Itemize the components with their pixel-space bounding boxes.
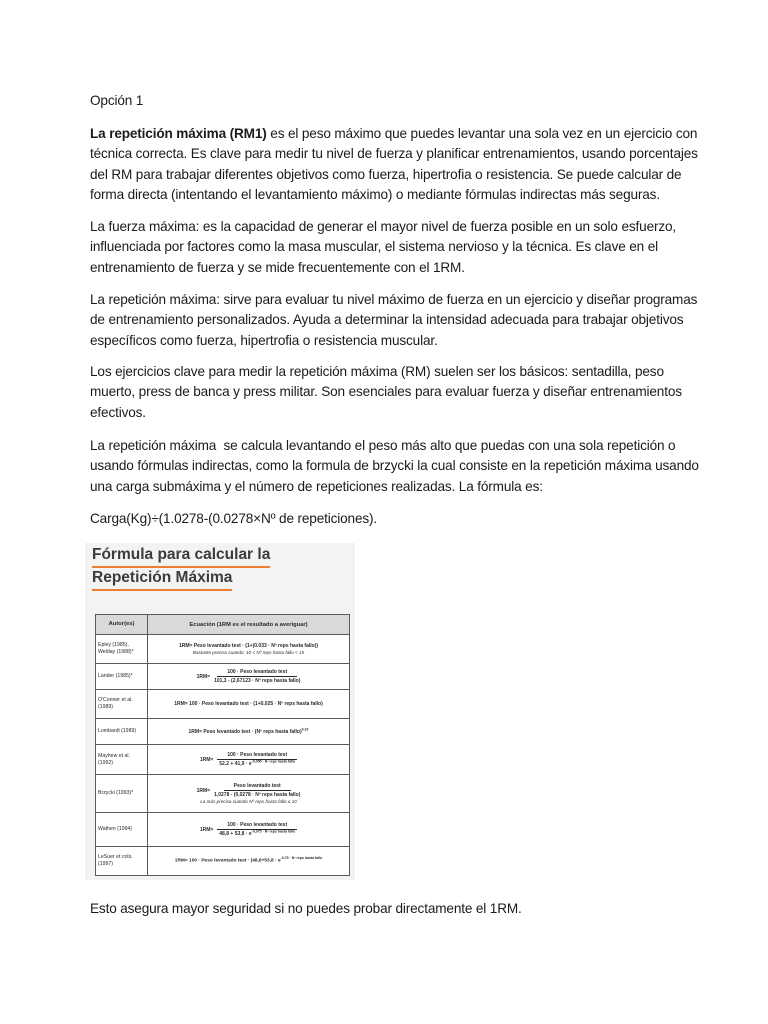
table-row [96,846,349,875]
text-line: Los ejercicios clave para medir la repetición máxima (RM) suelen ser los básicos: sentadilla, peso [90,364,664,379]
denominator: 101,3 - (2,67123 · Nº reps hasta fallo) [214,678,301,684]
text-line: influenciada por factores como la masa muscular, el sistema nervioso y la técnica. Es clave en el [90,239,658,255]
equation-fraction-line [197,783,301,798]
equation-cell [148,847,349,875]
paragraph-3 [90,290,697,351]
text-line [90,124,698,144]
equation-text: 1RM= Peso levantado test · (Nº reps hasta fallo) [188,728,302,735]
table-row [96,744,349,774]
equation-text: 1RM= 100 · Peso levantado test · (48,8+53,8 · e [174,858,281,864]
numerator: 100 · Peso levantado test [217,822,297,830]
author-cell: Lander (1985)* [96,664,148,689]
table-row [96,663,349,689]
exponent: -0,075 · Nº reps hasta fallo [251,829,296,834]
author-cell: Brzycki (1993)* [96,775,148,812]
formula-table-image [85,543,355,880]
equation-text: 1RM= 100 · Peso levantado test · (1+0,025 · Nº reps hasta fallo) [174,701,323,707]
heading [90,91,143,111]
exponent: 0.10 [301,727,309,731]
equation-prefix: 1RM= [196,673,211,680]
equation-fraction-line [200,822,297,837]
author-cell: LeSuer et cols. (1997) [96,847,148,875]
denominator: 1,0278 - (0,0278 · Nº reps hasta fallo) [214,792,301,798]
header-equation: Ecuación (1RM es el resultado a averiguar) [189,621,308,628]
formula-paragraph [90,509,377,529]
table-row [96,689,349,718]
table-row [96,812,349,846]
text-line: técnica correcta. Es clave para medir tu nivel de fuerza y planificar entrenamientos, usando porcentajes [90,146,698,162]
equation-cell [148,745,349,774]
denominator [219,830,295,837]
closing-text: Esto asegura mayor seguridad si no puedes probar directamente el 1RM. [90,901,522,916]
equation-cell [148,775,349,812]
equation-with-exponent [189,729,309,735]
text-line: La fuerza máxima: es la capacidad de generar el mayor nivel de fuerza posible en un solo esfuerzo, [90,219,677,234]
equation-cell [148,664,349,689]
denominator-text: 48,8 + 53,8 · e [219,831,252,837]
author-cell: Mayhew et al. (1992) [96,745,148,774]
fraction [214,669,300,684]
equation-prefix: 1RM= [199,826,214,833]
heading-text: Opción 1 [90,93,144,108]
text-line: efectivos. [90,404,146,420]
closing-paragraph [90,899,522,919]
figure-title-line-1: Fórmula para calcular la [92,546,270,568]
equation-with-exponent [175,858,322,864]
fraction [217,752,297,767]
table-row [96,634,349,663]
fraction [214,783,300,798]
text-line: del RM para trabajar diferentes objetivos como fuerza, hipertrofia o resistencia. Se puede calcular de [90,166,682,182]
formula-table [95,614,350,876]
author-cell: O'Conner et al. (1989) [96,690,148,718]
bold-term: La repetición máxima (RM1) [90,126,267,141]
table-row [96,774,349,812]
exponent: -0,75 · Nº reps hasta fallo [280,856,323,861]
paragraph-1 [90,124,698,206]
equation-prefix: 1RM= [196,787,211,794]
equation-cell [148,690,349,718]
numerator: 100 · Peso levantado test [217,752,297,760]
numerator: 100 · Peso levantado test [217,669,297,677]
text-span: es el peso máximo que puedes levantar una sola vez en un ejercicio con [266,126,698,141]
table-row [96,718,349,744]
paragraph-2 [90,217,676,278]
equation-fraction-line [197,669,301,684]
equation-cell [148,813,349,846]
text-line: entrenamiento de fuerza y se mide frecuentemente con el 1RM. [90,259,465,275]
equation-cell [148,635,349,663]
text-line: una carga submáxima y el número de repeticiones realizadas. La fórmula es: [90,478,543,494]
denominator-text: 52.2 + 41,9 · e [219,761,252,767]
table-header-row [96,615,349,634]
text-line: de entrenamiento personalizados. Ayuda a determinar la intensidad adecuada para trabajar objetivos [90,312,684,328]
exponent: -0,055 · Nº reps hasta fallo [251,759,296,764]
equation-note: Bastante preciso cuando: 10 < Nº reps hasta fallo < 15 [192,650,305,655]
paragraph-5 [90,436,699,497]
equation-text: 1RM= Peso levantado test · (1+(0.033 · Nº reps hasta fallo)) [178,643,319,649]
paragraph-4 [90,362,682,423]
equation-fraction-line [200,752,297,767]
denominator [219,760,295,767]
text-line: La repetición máxima: sirve para evaluar tu nivel máximo de fuerza en un ejercicio y diseñar programas [90,292,698,307]
fraction [217,822,297,837]
formula-text: Carga(Kg)÷(1.0278-(0.0278×Nº de repeticiones). [90,511,377,526]
author-cell: Wathen (1994) [96,813,148,846]
author-cell: Epley (1985), Welday (1988)* [96,635,148,663]
text-line: muerto, press de banca y press militar. Son esenciales para evaluar fuerza y diseñar entrenamientos [90,384,682,400]
header-author: Autor(es) [96,615,148,634]
text-line: La repetición máxima se calcula levantando el peso más alto que puedas con una sola repetición o [90,438,676,453]
text-line: usando fórmulas indirectas, como la formula de brzycki la cual consiste en la repetición máxima usando [90,458,699,474]
text-line: específicos como fuerza, hipertrofia o resistencia muscular. [90,332,438,348]
author-cell: Lombardi (1989) [96,719,148,744]
figure-title-line-2: Repetición Máxima [92,569,232,591]
numerator: Peso levantado test [224,783,291,791]
equation-prefix: 1RM= [199,756,214,763]
text-line: forma directa (intentando el levantamiento máximo) o mediante fórmulas indirectas más seguras. [90,187,660,203]
equation-note: La más precisa cuando Nº reps hasta fallo ≤ 10 [200,799,297,804]
equation-cell [148,719,349,744]
